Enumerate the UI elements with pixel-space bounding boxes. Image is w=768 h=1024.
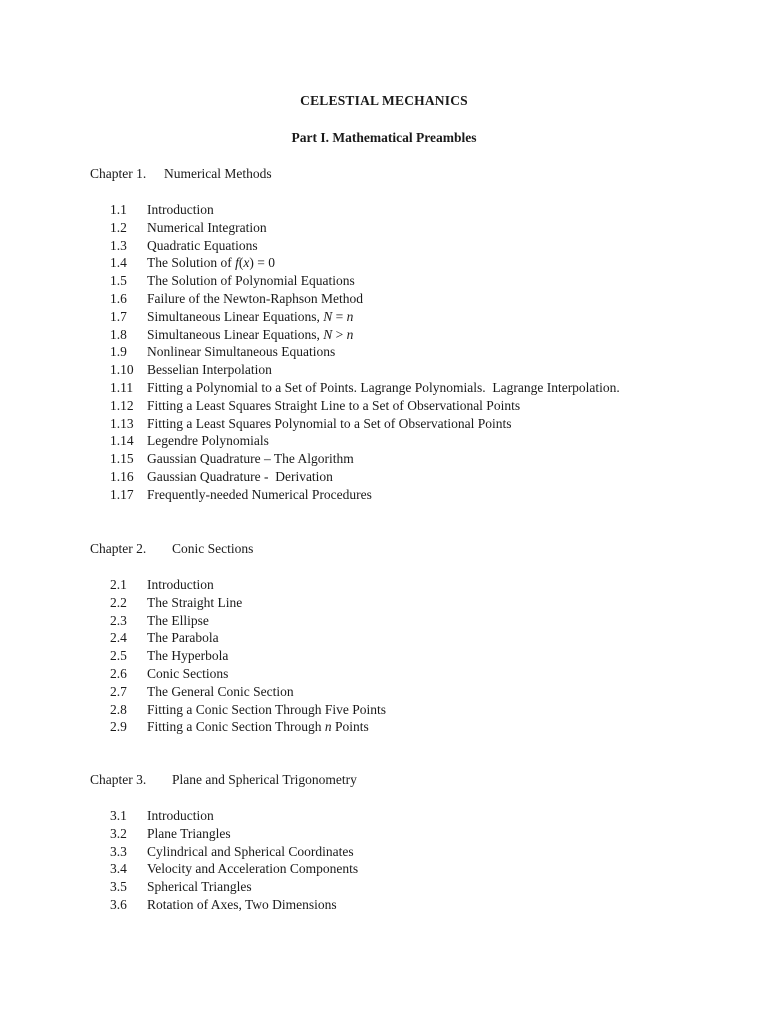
toc-entry[interactable] <box>90 326 750 344</box>
section-number: 2.4 <box>110 630 127 646</box>
toc-entry[interactable] <box>90 807 750 825</box>
section-title: The Hyperbola <box>147 648 229 664</box>
section-number: 3.2 <box>110 825 127 841</box>
chapter-title: Plane and Spherical Trigonometry <box>172 772 357 787</box>
section-number: 1.16 <box>110 468 134 484</box>
section-title: Fitting a Least Squares Straight Line to a Set of Observational Points <box>147 397 521 413</box>
section-title: Fitting a Conic Section Through Five Points <box>147 701 387 717</box>
section-number: 1.8 <box>110 326 127 342</box>
section-title: Legendre Polynomials <box>147 433 269 449</box>
section-number: 1.11 <box>110 379 134 395</box>
section-title: Introduction <box>147 808 214 823</box>
toc-entry[interactable] <box>90 415 750 433</box>
chapter-heading <box>90 771 750 789</box>
section-list <box>90 807 750 914</box>
section-title: Plane Triangles <box>147 825 231 841</box>
chapter-2 <box>90 540 750 736</box>
section-title: Gaussian Quadrature – The Algorithm <box>147 451 354 467</box>
section-title: The General Conic Section <box>147 683 294 699</box>
toc-entry[interactable] <box>90 237 750 255</box>
section-number: 3.5 <box>110 879 127 895</box>
section-number: 2.5 <box>110 648 127 664</box>
section-title: Cylindrical and Spherical Coordinates <box>147 843 354 859</box>
section-title: Introduction <box>147 577 214 592</box>
section-title: The Ellipse <box>147 612 209 628</box>
section-title: Gaussian Quadrature - Derivation <box>147 468 333 484</box>
section-number: 1.4 <box>110 255 127 271</box>
part-title: Part I. Mathematical Preambles <box>291 130 477 145</box>
toc-entry[interactable] <box>90 201 750 219</box>
section-title: Fitting a Conic Section Through n Points <box>147 719 369 735</box>
toc-entry[interactable] <box>90 361 750 379</box>
section-number: 2.1 <box>110 577 127 592</box>
document-title: CELESTIAL MECHANICS <box>300 93 468 108</box>
chapter-label: Chapter 1. <box>90 166 147 181</box>
toc-entry[interactable] <box>90 486 750 504</box>
section-title: Spherical Triangles <box>147 879 252 895</box>
toc-entry[interactable] <box>90 718 750 736</box>
section-number: 1.14 <box>110 433 134 449</box>
section-title: Fitting a Polynomial to a Set of Points. Lagrange Polynomials. Lagrange Interpolation. <box>147 379 620 395</box>
section-title: Frequently-needed Numerical Procedures <box>147 486 372 502</box>
toc-entry[interactable] <box>90 254 750 272</box>
toc-entry[interactable] <box>90 860 750 878</box>
toc-entry[interactable] <box>90 683 750 701</box>
section-number: 1.13 <box>110 415 134 431</box>
toc-entry[interactable] <box>90 272 750 290</box>
section-title: Simultaneous Linear Equations, N = n <box>147 308 354 324</box>
section-number: 1.1 <box>110 202 127 217</box>
chapter-title: Conic Sections <box>172 541 254 556</box>
chapter-label: Chapter 3. <box>90 772 147 787</box>
section-number: 3.6 <box>110 896 127 912</box>
toc-entry[interactable] <box>90 701 750 719</box>
section-number: 1.7 <box>110 308 127 324</box>
section-number: 1.10 <box>110 362 134 378</box>
section-title: Fitting a Least Squares Polynomial to a Set of Observational Points <box>147 415 512 431</box>
section-title: Velocity and Acceleration Components <box>147 861 359 877</box>
toc-entry[interactable] <box>90 843 750 861</box>
section-number: 3.4 <box>110 861 127 877</box>
toc-entry[interactable] <box>90 896 750 914</box>
section-number: 1.5 <box>110 273 127 289</box>
toc-entry[interactable] <box>90 432 750 450</box>
toc-entry[interactable] <box>90 629 750 647</box>
section-number: 1.9 <box>110 344 127 360</box>
section-title: Conic Sections <box>147 665 229 681</box>
toc-entry[interactable] <box>90 612 750 630</box>
section-number: 1.6 <box>110 290 127 306</box>
toc-entry[interactable] <box>90 450 750 468</box>
toc-entry[interactable] <box>90 397 750 415</box>
toc-entry[interactable] <box>90 878 750 896</box>
section-list <box>90 201 750 504</box>
section-title: The Parabola <box>147 630 219 646</box>
section-number: 1.12 <box>110 397 134 413</box>
toc-entry[interactable] <box>90 647 750 665</box>
toc-entry[interactable] <box>90 343 750 361</box>
section-number: 1.15 <box>110 451 134 467</box>
section-number: 1.17 <box>110 486 134 502</box>
section-title: The Straight Line <box>147 594 243 610</box>
section-number: 3.3 <box>110 843 127 859</box>
section-list <box>90 576 750 736</box>
section-number: 2.2 <box>110 594 127 610</box>
section-title: Introduction <box>147 202 214 217</box>
section-title: The Solution of f(x) = 0 <box>147 255 275 271</box>
section-number: 1.2 <box>110 219 127 235</box>
chapter-1 <box>90 165 750 504</box>
section-number: 2.3 <box>110 612 127 628</box>
chapter-heading <box>90 165 750 183</box>
section-title: Nonlinear Simultaneous Equations <box>147 344 336 360</box>
section-number: 2.7 <box>110 683 127 699</box>
section-title: Failure of the Newton-Raphson Method <box>147 290 363 306</box>
section-number: 3.1 <box>110 808 127 823</box>
section-number: 2.9 <box>110 719 127 735</box>
toc-entry[interactable] <box>90 594 750 612</box>
toc-entry[interactable] <box>90 308 750 326</box>
toc-entry[interactable] <box>90 665 750 683</box>
section-number: 2.6 <box>110 665 127 681</box>
toc-entry[interactable] <box>90 468 750 486</box>
chapter-title: Numerical Methods <box>164 166 272 181</box>
chapter-heading <box>90 540 750 558</box>
chapter-label: Chapter 2. <box>90 541 147 556</box>
toc-entry[interactable] <box>90 219 750 237</box>
toc-entry[interactable] <box>90 379 750 397</box>
section-title: Rotation of Axes, Two Dimensions <box>147 896 337 912</box>
section-title: Numerical Integration <box>147 219 267 235</box>
section-title: The Solution of Polynomial Equations <box>147 273 355 289</box>
section-number: 2.8 <box>110 701 127 717</box>
toc-entry[interactable] <box>90 576 750 594</box>
section-number: 1.3 <box>110 237 127 253</box>
section-title: Simultaneous Linear Equations, N > n <box>147 326 354 342</box>
section-title: Quadratic Equations <box>147 237 258 253</box>
toc-entry[interactable] <box>90 290 750 308</box>
chapter-3 <box>90 771 750 914</box>
toc-entry[interactable] <box>90 825 750 843</box>
section-title: Besselian Interpolation <box>147 362 272 378</box>
